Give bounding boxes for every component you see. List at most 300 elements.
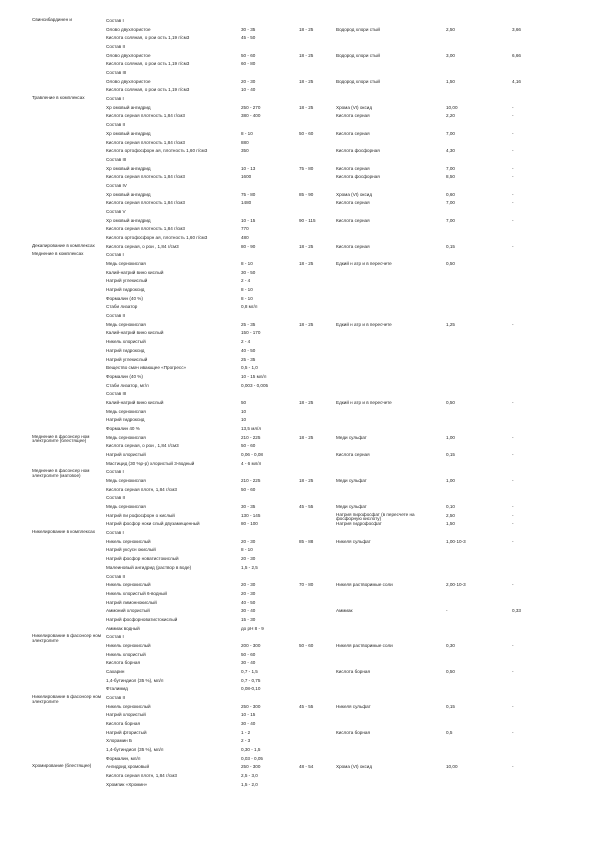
- emission-extra: -: [512, 642, 514, 648]
- table-row: [0, 547, 595, 555]
- emission-extra: -: [512, 148, 514, 154]
- emitted-substance: Хрома (VI) оксид: [336, 764, 372, 770]
- temperature: 18 - 25: [299, 104, 314, 110]
- emitted-substance: Едкий н атр и в пересчете: [336, 261, 392, 267]
- bath-component: Натрий гидроксид: [106, 287, 145, 293]
- bath-component: Медь сернокислая: [106, 321, 146, 327]
- emission-value: 0,50: [446, 399, 455, 405]
- concentration: до pH 8 - 9: [241, 625, 264, 631]
- bath-component: Натрий фосфорноватистокислый: [106, 616, 178, 622]
- table-row: [0, 565, 595, 573]
- temperature: 18 - 25: [299, 78, 314, 84]
- emitted-substance: Аммиак: [336, 608, 353, 614]
- table-row: [0, 383, 595, 391]
- emission-extra: -: [512, 521, 514, 527]
- concentration: 45 - 50: [241, 35, 256, 41]
- emission-extra: -: [512, 243, 514, 249]
- table-row: [0, 617, 595, 625]
- emitted-substance: Кислота серная: [336, 200, 370, 206]
- concentration: 210 - 225: [241, 434, 261, 440]
- emission-extra: -: [512, 582, 514, 588]
- bath-component: Натрий фосфор новатистокислый: [106, 556, 179, 562]
- bath-component: Кислота соляная, о рои ость 1,19 г/см3: [106, 87, 190, 93]
- concentration: 10 - 15 мл/л: [241, 373, 267, 379]
- bath-component: Натрий хлористый: [106, 452, 146, 457]
- bath-component: Формалин (40 %): [106, 373, 143, 379]
- concentration: 50 - 60: [241, 486, 256, 492]
- bath-component: Состав I: [106, 530, 124, 536]
- emitted-substance: Никеля сульфат: [336, 703, 371, 709]
- emitted-substance: Хрома (VI) оксид: [336, 104, 372, 110]
- concentration: 30 - 35: [241, 504, 256, 510]
- bath-component: Состав I: [106, 469, 124, 475]
- concentration: 350: [241, 148, 249, 154]
- emission-value: -: [446, 608, 448, 614]
- concentration: 1,5 - 2,0: [241, 781, 258, 787]
- table-row: [0, 35, 595, 43]
- concentration: 10 - 13: [241, 165, 256, 171]
- bath-component: Натрий пи рофосфорн о кислый: [106, 512, 175, 518]
- concentration: 380 - 400: [241, 113, 261, 119]
- concentration: 50 - 60: [241, 52, 256, 58]
- emission-value: 0,15: [446, 703, 455, 709]
- table-row: [0, 313, 595, 321]
- emission-value: 3,00: [446, 52, 455, 58]
- concentration: 1600: [241, 174, 252, 180]
- concentration: 50 - 60: [241, 651, 256, 657]
- emission-value: 0,15: [446, 452, 455, 457]
- table-row: [0, 357, 595, 365]
- concentration: 880: [241, 139, 249, 145]
- emitted-substance: Натрия гидрофосфат: [336, 521, 382, 527]
- emission-value: 10,00: [446, 104, 458, 110]
- bath-component: Кислота серная, о рои , 1,84 г/см3: [106, 243, 179, 249]
- bath-component: Вещество смач ивающее «Прогресс»: [106, 365, 187, 371]
- emitted-substance: Водород хлори стый: [336, 26, 380, 32]
- bath-component: Малеиновый ангидрид (раствор в воде): [106, 564, 192, 570]
- bath-component: Состав II: [106, 573, 126, 579]
- process-name: Хромирование (блестящее): [32, 763, 92, 769]
- table-row: [0, 452, 595, 460]
- table-row: [0, 174, 595, 182]
- emission-value: 8,50: [446, 174, 455, 180]
- bath-component: Стаби лизатор, мг/л: [106, 382, 149, 388]
- table-row: [0, 226, 595, 234]
- emitted-substance: Меди сульфат: [336, 434, 367, 440]
- table-row: [0, 461, 595, 469]
- bath-component: Кислота соляная, о рои ость 1,19 г/см3: [106, 35, 190, 41]
- temperature: 18 - 25: [299, 52, 314, 58]
- table-row: [0, 348, 595, 356]
- bath-component: Состав I: [106, 252, 124, 258]
- concentration: 2 - 4: [241, 278, 251, 284]
- table-row: [0, 730, 595, 738]
- concentration: 0,06 - 0,08: [241, 452, 263, 457]
- bath-component: Формалин 40 %: [106, 425, 140, 431]
- emission-value: 7,00: [446, 200, 455, 206]
- bath-component: Состав II: [106, 44, 126, 50]
- concentration: 250 - 300: [241, 703, 261, 709]
- bath-component: Олово двухлористое: [106, 26, 151, 32]
- concentration: 80 - 100: [241, 521, 258, 527]
- emission-extra: -: [512, 512, 514, 518]
- bath-component: Состав III: [106, 156, 127, 162]
- temperature: 18 - 25: [299, 434, 314, 440]
- emission-extra: -: [512, 669, 514, 674]
- bath-component: Хр омовый ангидрид: [106, 165, 151, 171]
- concentration: 20 - 30: [241, 582, 256, 588]
- bath-component: Состав III: [106, 70, 127, 76]
- bath-component: Стаби лизатор: [106, 304, 138, 310]
- table-row: [0, 166, 595, 174]
- table-row: [0, 513, 595, 521]
- table-row: [0, 365, 595, 373]
- bath-component: Состав II: [106, 313, 126, 319]
- concentration: 4 - 6 мл/л: [241, 460, 262, 466]
- table-row: [0, 122, 595, 130]
- bath-component: Состав II: [106, 122, 126, 128]
- emission-value: 7,00: [446, 130, 455, 136]
- table-row: [0, 495, 595, 503]
- concentration: 0,03 - 0,05: [241, 755, 263, 761]
- emission-extra: -: [512, 504, 514, 510]
- concentration: 0,7 - 0,75: [241, 677, 261, 683]
- concentration: 2 - 4: [241, 339, 251, 345]
- emission-value: 1,50: [446, 521, 455, 527]
- table-row: [0, 539, 595, 547]
- bath-component: Кислота серная, о рои , 1,84 г/см3: [106, 443, 179, 449]
- table-row: [0, 721, 595, 729]
- concentration: 25 - 35: [241, 321, 256, 327]
- concentration: 8 - 10: [241, 130, 253, 136]
- bath-component: Состав IV: [106, 182, 127, 188]
- table-row: [0, 409, 595, 417]
- temperature: 50 - 60: [299, 130, 314, 136]
- bath-component: Хлорамин Б: [106, 738, 133, 744]
- table-row: [0, 270, 595, 278]
- table-row: [0, 183, 595, 191]
- emitted-substance: Едкий н атр и в пересчете: [336, 399, 392, 405]
- table-row: [0, 660, 595, 668]
- bath-component: Натрий фтористый: [106, 729, 147, 735]
- table-row: [0, 200, 595, 208]
- bath-component: Хр омовый ангидрид: [106, 191, 151, 197]
- emission-value: 0,15: [446, 243, 455, 249]
- emitted-substance: Кислота серная: [336, 217, 370, 223]
- bath-component: Формалин (40 %): [106, 295, 143, 301]
- table-row: [0, 530, 595, 538]
- emission-value: 2,00·10-3: [446, 582, 466, 588]
- concentration: 2,5 - 3,0: [241, 773, 258, 779]
- concentration: 30 - 35: [241, 26, 256, 32]
- table-row: [0, 574, 595, 582]
- emission-extra: 6,66: [512, 52, 521, 58]
- bath-component: Никель хлористый: [106, 339, 146, 345]
- concentration: 0,08-0,10: [241, 686, 261, 692]
- concentration: 0,003 - 0,005: [241, 382, 269, 388]
- process-name: Меднение в фасонсер ном электролите (блестящее): [32, 433, 90, 444]
- concentration: 0,8 мг/л: [241, 304, 258, 310]
- concentration: 60 - 80: [241, 61, 256, 67]
- bath-component: Кислота ортофосфорн ая, плотность 1,60 г/см3: [106, 148, 208, 154]
- process-name: Никелирование в фасонсер ном электролите: [32, 694, 102, 704]
- concentration: 40 - 50: [241, 599, 256, 605]
- table-row: [0, 44, 595, 52]
- table-row: [0, 218, 595, 226]
- emission-extra: -: [512, 217, 514, 223]
- bath-component: Кислота серная плотность 1,84 г/см3: [106, 200, 185, 206]
- emission-extra: -: [512, 703, 514, 709]
- emission-value: 0,10: [446, 504, 455, 510]
- concentration: 10 - 40: [241, 87, 256, 93]
- concentration: 8 - 10: [241, 295, 253, 301]
- concentration: 150 - 170: [241, 330, 261, 336]
- bath-component: Медь сернокислая: [106, 261, 146, 267]
- temperature: 18 - 25: [299, 399, 314, 405]
- concentration: 250 - 270: [241, 104, 261, 110]
- bath-component: Натрий фосфор ноки слый двузамещенный: [106, 521, 200, 527]
- bath-component: Состав V: [106, 208, 126, 214]
- bath-component: Медь сернокислая: [106, 408, 146, 414]
- concentration: 200 - 300: [241, 642, 261, 648]
- emission-extra: -: [512, 452, 514, 457]
- emitted-substance: Кислота серная: [336, 113, 370, 119]
- table-row: [0, 600, 595, 608]
- bath-component: Кислота соляная, о рои ость 1,19 г/см3: [106, 61, 190, 67]
- table-row: [0, 235, 595, 243]
- table-row: [0, 443, 595, 451]
- bath-component: Состав III: [106, 391, 127, 397]
- emitted-substance: Едкий н атр и в пересчете: [336, 321, 392, 327]
- bath-component: Кислота серная плотность 1,84 г/см3: [106, 174, 185, 180]
- emission-value: 1,50: [446, 78, 455, 84]
- bath-component: Кислота серная плотность 1,84 г/см3: [106, 226, 185, 232]
- emission-extra: -: [512, 191, 514, 197]
- table-row: [0, 747, 595, 755]
- concentration: 20 - 30: [241, 556, 256, 562]
- concentration: 30 - 40: [241, 660, 256, 666]
- table-row: [0, 261, 595, 269]
- emission-extra: -: [512, 113, 514, 119]
- concentration: 10 - 15: [241, 712, 256, 718]
- concentration: 770: [241, 226, 249, 232]
- bath-component: Никель сернокислый: [106, 538, 151, 544]
- bath-component: Медь сернокислая: [106, 504, 146, 510]
- bath-component: Медь сернокислая: [106, 434, 146, 440]
- bath-component: Хромпик «Хромин»: [106, 781, 148, 787]
- emission-value: 0,30: [446, 642, 455, 648]
- temperature: 48 - 54: [299, 764, 314, 770]
- emission-value: 0,50: [446, 669, 455, 674]
- concentration: 1,5 - 2,5: [241, 564, 258, 570]
- emitted-substance: Кислота борная: [336, 729, 370, 735]
- table-row: [0, 322, 595, 330]
- bath-component: Никель хлористый: [106, 651, 146, 657]
- bath-component: Состав I: [106, 96, 124, 102]
- table-row: [0, 469, 595, 477]
- table-row: [0, 417, 595, 425]
- table-row: [0, 105, 595, 113]
- bath-component: Натрий хлористый: [106, 712, 146, 718]
- table-row: [0, 712, 595, 720]
- concentration: 25 - 35: [241, 356, 256, 362]
- concentration: 0,7 - 1,5: [241, 669, 258, 674]
- table-row: [0, 304, 595, 312]
- emission-value: 10,00: [446, 764, 458, 770]
- emission-value: 1,25: [446, 321, 455, 327]
- temperature: 18 - 25: [299, 321, 314, 327]
- bath-component: Натрий углекислый: [106, 356, 148, 362]
- process-name: Никелирование в фасонсер ном электролите: [32, 633, 102, 643]
- bath-component: Натрий гидроксид: [106, 347, 145, 353]
- concentration: 210 - 225: [241, 478, 261, 484]
- concentration: 75 - 80: [241, 191, 256, 197]
- table-row: [0, 678, 595, 686]
- bath-component: Ангидрид хромовый: [106, 764, 150, 770]
- bath-component: Хр омовый ангидрид: [106, 217, 151, 223]
- emission-extra: -: [512, 104, 514, 110]
- emission-extra: -: [512, 729, 514, 735]
- table-row: [0, 652, 595, 660]
- concentration: 30 - 40: [241, 608, 256, 614]
- concentration: 1 - 2: [241, 729, 251, 735]
- concentration: 50 - 60: [241, 443, 256, 449]
- table-row: [0, 374, 595, 382]
- emitted-substance: Кислота серная: [336, 130, 370, 136]
- bath-component: Калий-натрий вино кислый: [106, 399, 164, 405]
- bath-component: Натрий гидроксид: [106, 417, 145, 423]
- emitted-substance: Натрия пирофосфат (в пересчете на фосфорную кислоту): [336, 511, 415, 522]
- emission-value: 1,00: [446, 478, 455, 484]
- bath-component: Никель сернокислый: [106, 642, 151, 648]
- emission-value: 7,00: [446, 165, 455, 171]
- bath-component: Кислота борная: [106, 721, 140, 727]
- temperature: 18 - 25: [299, 243, 314, 249]
- table-row: [0, 287, 595, 295]
- table-row: [0, 131, 595, 139]
- bath-component: Натрий углекислый: [106, 278, 148, 284]
- process-name: Никелирование в комплексах: [32, 529, 96, 535]
- bath-component: Хр омовый ангидрид: [106, 104, 151, 110]
- concentration: 250 - 300: [241, 764, 261, 770]
- concentration: 30 - 50: [241, 269, 256, 275]
- bath-component: Сахарин: [106, 669, 125, 674]
- table-row: [0, 669, 595, 677]
- table-row: [0, 400, 595, 408]
- emission-value: 2,20: [446, 113, 455, 119]
- bath-component: Никель хлористый 6-водный: [106, 590, 167, 596]
- emission-value: 0,5: [446, 729, 453, 735]
- bath-component: Хр омовый ангидрид: [106, 130, 151, 136]
- bath-component: Калий-натрий вино кислый: [106, 269, 164, 275]
- emitted-substance: Никеля сульфат: [336, 538, 371, 544]
- emission-extra: -: [512, 321, 514, 327]
- temperature: 75 - 80: [299, 165, 314, 171]
- table-row: [0, 478, 595, 486]
- table-row: [0, 738, 595, 746]
- temperature: 70 - 80: [299, 582, 314, 588]
- concentration: 50: [241, 399, 247, 405]
- emitted-substance: Хрома (VI) оксид: [336, 191, 372, 197]
- temperature: 85 - 90: [299, 191, 314, 197]
- bath-component: Кислота серная плотн, 1,84 г/см3: [106, 773, 177, 779]
- emitted-substance: Кислота фосфорная: [336, 148, 380, 154]
- emission-extra: -: [512, 478, 514, 484]
- bath-component: Натрий лимоннокислый: [106, 599, 157, 605]
- process-name: Меднение в фасонсер ном электролите (матовое): [32, 468, 90, 478]
- bath-component: Никель сернокислый: [106, 703, 151, 709]
- temperature: 45 - 55: [299, 504, 314, 510]
- emission-extra: -: [512, 165, 514, 171]
- emitted-substance: Кислота серная: [336, 165, 370, 171]
- table-row: [0, 764, 595, 772]
- temperature: 90 - 115: [299, 217, 316, 223]
- table-row: [0, 643, 595, 651]
- table-row: [0, 504, 595, 512]
- bath-component: Мастицид (30 %р-р) хлористый 3-водный: [106, 460, 195, 466]
- table-row: [0, 148, 595, 156]
- bath-component: Калий-натрий вино кислый: [106, 330, 164, 336]
- temperature: 45 - 55: [299, 703, 314, 709]
- table-row: [0, 140, 595, 148]
- concentration: 1480: [241, 200, 252, 206]
- emission-extra: -: [512, 538, 514, 544]
- emission-value: 7,00: [446, 217, 455, 223]
- bath-component: Кислота ортофосфорн ая, плотность 1,60 г/см3: [106, 235, 208, 240]
- table-row: [0, 209, 595, 217]
- emission-extra: -: [512, 174, 514, 180]
- table-row: [0, 556, 595, 564]
- emission-extra: 3,66: [512, 26, 521, 32]
- concentration: 8 - 10: [241, 261, 253, 267]
- concentration: 0,30 - 1,5: [241, 747, 261, 753]
- emitted-substance: Кислота борная: [336, 669, 370, 674]
- table-row: [0, 113, 595, 121]
- bath-component: 1,4-бутиндиол (35 %), мл/л: [106, 677, 164, 683]
- emission-value: 0,50: [446, 261, 455, 267]
- table-row: [0, 70, 595, 78]
- table-row: [0, 339, 595, 347]
- bath-component: Состав II: [106, 495, 126, 501]
- table-row: [0, 18, 595, 26]
- emitted-substance: Никеля растворимые соли: [336, 642, 393, 648]
- emission-value: 1,00·10-3: [446, 538, 466, 544]
- bath-component: Состав I: [106, 634, 124, 640]
- temperature: 50 - 60: [299, 642, 314, 648]
- bath-component: Олово двухлористое: [106, 52, 151, 58]
- bath-component: Кислота серная плотность 1,84 г/см3: [106, 113, 185, 119]
- process-name: Свинсибардинен и: [32, 17, 72, 22]
- table-row: [0, 53, 595, 61]
- concentration: 15 - 30: [241, 616, 256, 622]
- table-row: [0, 391, 595, 399]
- bath-component: Состав I: [106, 18, 124, 23]
- emitted-substance: Кислота серная: [336, 452, 370, 457]
- bath-component: Кислота серная плотность 1,84 г/см3: [106, 139, 185, 145]
- emission-extra: -: [512, 764, 514, 770]
- table-row: [0, 61, 595, 69]
- table-row: [0, 773, 595, 781]
- emission-value: 0,60: [446, 191, 455, 197]
- table-row: [0, 330, 595, 338]
- concentration: 480: [241, 235, 249, 240]
- emission-value: 2,50: [446, 26, 455, 32]
- bath-component: Кислота борная: [106, 660, 140, 666]
- table-row: [0, 704, 595, 712]
- concentration: 0,5 - 1,0: [241, 365, 258, 371]
- concentration: 80 - 90: [241, 243, 256, 249]
- bath-component: Аммиак водный: [106, 625, 140, 631]
